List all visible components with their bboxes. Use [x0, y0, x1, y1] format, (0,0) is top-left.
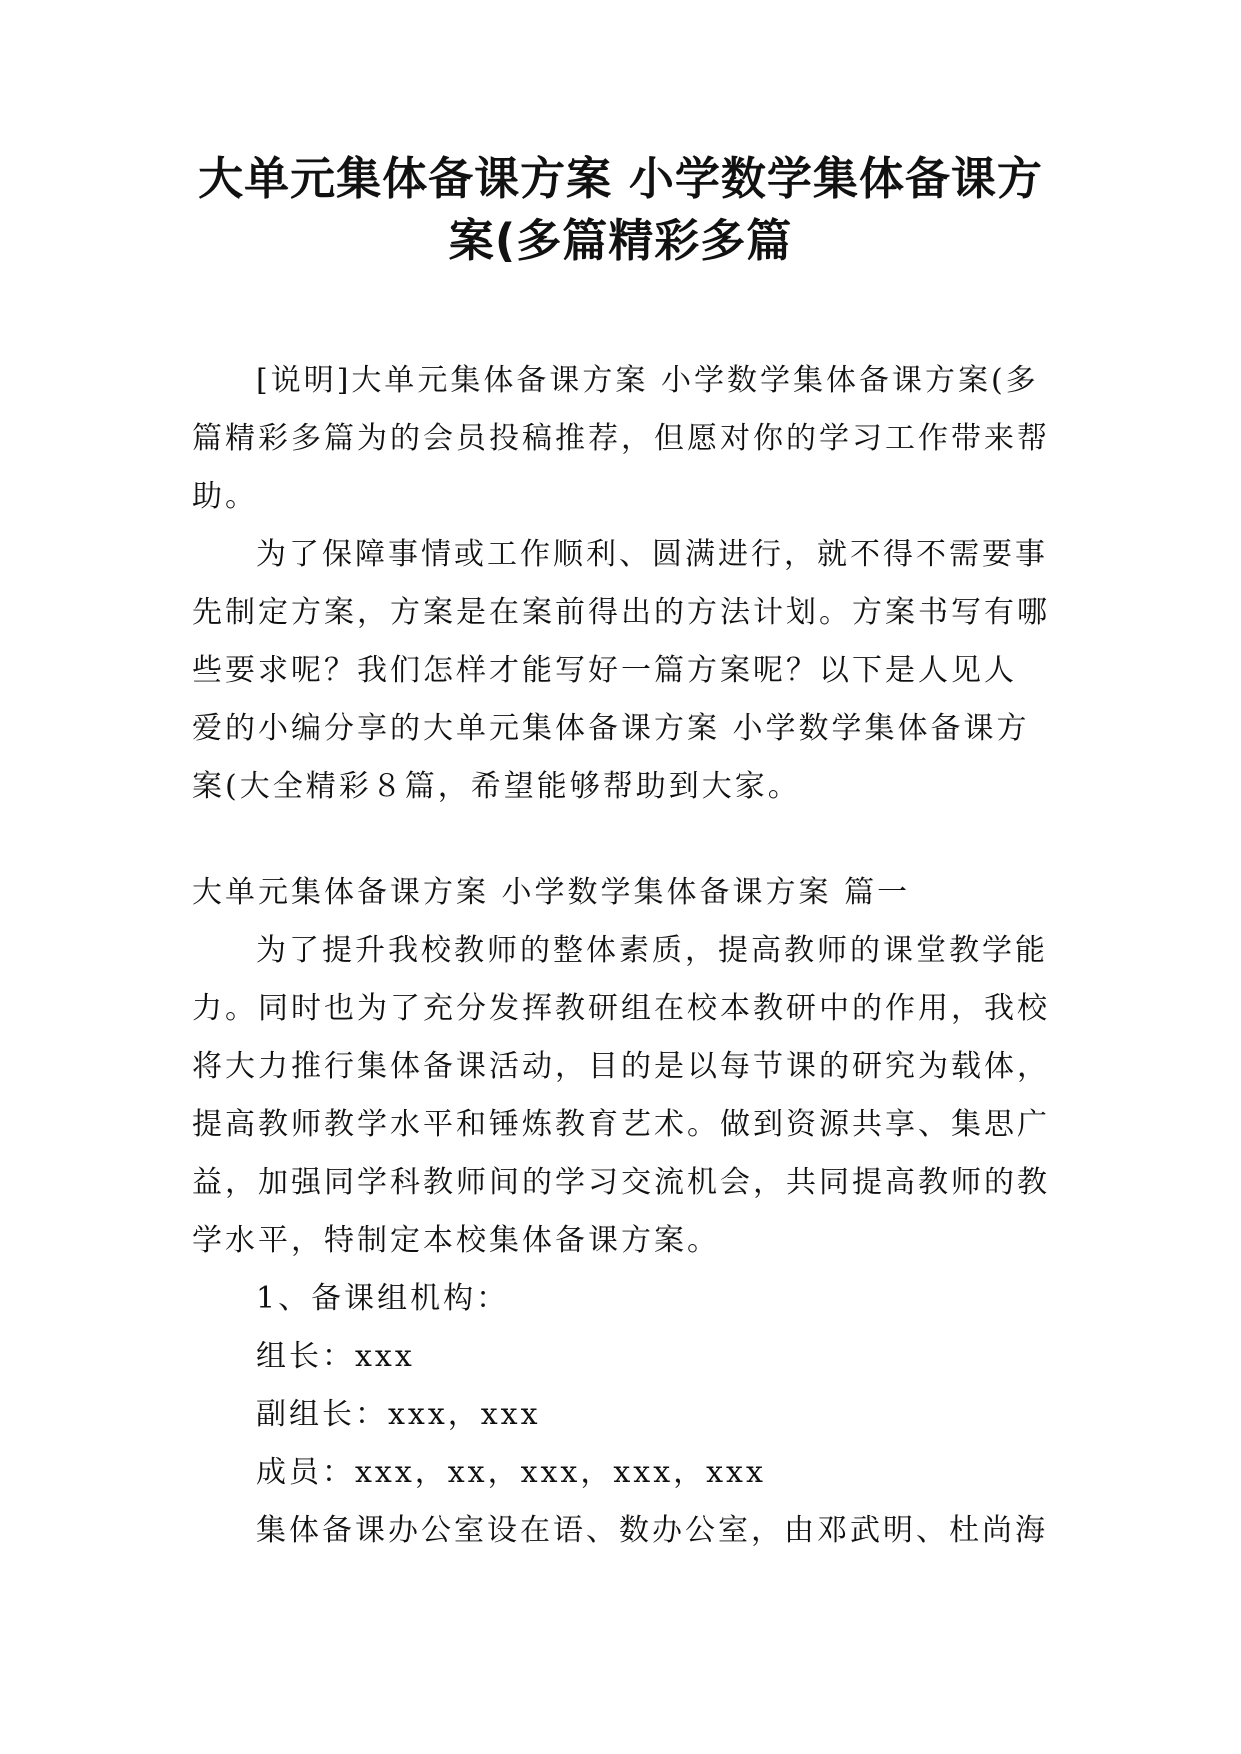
office-location-line: 集体备课办公室设在语、数办公室，由邓武明、杜尚海: [256, 1513, 1048, 1548]
intro-paragraph: [192, 352, 1062, 526]
document-body: [192, 352, 1062, 1560]
preface-line: 为了保障事情或工作顺利、圆满进行，就不得不需要事: [256, 537, 1048, 572]
group-leader: 组长：xxx: [256, 1339, 415, 1374]
list-item-organization: 1、备课组机构：: [256, 1281, 510, 1316]
deputy-leader: 副组长：xxx，xxx: [256, 1397, 541, 1432]
purpose-line: 为了提升我校教师的整体素质，提高教师的课堂教学能: [256, 933, 1048, 968]
document-title: [160, 148, 1081, 272]
purpose-line: 提高教师教学水平和锤炼教育艺术。做到资源共享、集思广: [192, 1107, 1050, 1142]
intro-line: [说明]大单元集体备课方案 小学数学集体备课方案(多: [256, 363, 1039, 398]
title-line-2: 案(多篇精彩多篇: [448, 214, 793, 267]
purpose-paragraph: [192, 922, 1062, 1270]
purpose-line: 益，加强同学科教师间的学习交流机会，共同提高教师的教: [192, 1165, 1050, 1200]
preface-line: 案(大全精彩８篇，希望能够帮助到大家。: [192, 769, 801, 804]
intro-line: 助。: [192, 479, 258, 514]
preface-line: 些要求呢？我们怎样才能写好一篇方案呢？以下是人见人: [192, 653, 1017, 688]
preface-line: 先制定方案，方案是在案前得出的方法计划。方案书写有哪: [192, 595, 1050, 630]
preface-line: 爱的小编分享的大单元集体备课方案 小学数学集体备课方: [192, 711, 1030, 746]
members: 成员：xxx，xx，xxx，xxx，xxx: [256, 1455, 766, 1490]
purpose-line: 学水平，特制定本校集体备课方案。: [192, 1223, 720, 1258]
intro-line: 篇精彩多篇为的会员投稿推荐，但愿对你的学习工作带来帮: [192, 421, 1050, 456]
purpose-line: 力。同时也为了充分发挥教研组在校本教研中的作用，我校: [192, 991, 1050, 1026]
section-heading: 大单元集体备课方案 小学数学集体备课方案 篇一: [192, 875, 911, 910]
preface-paragraph: [192, 526, 1062, 816]
purpose-line: 将大力推行集体备课活动，目的是以每节课的研究为载体，: [192, 1049, 1050, 1084]
title-line-1: 大单元集体备课方案 小学数学集体备课方: [198, 152, 1043, 205]
